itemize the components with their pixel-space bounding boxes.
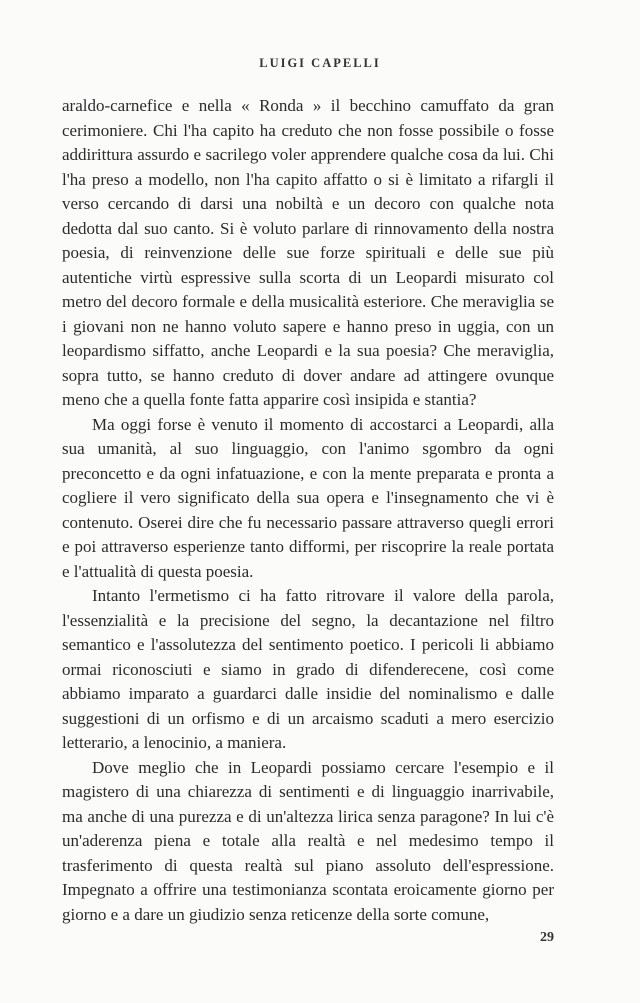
running-header: LUIGI CAPELLI [259, 56, 381, 70]
page-number: 29 [540, 930, 554, 945]
paragraph-2: Ma oggi forse è venuto il momento di accostarci a Leopardi, alla sua umanità, al suo linguaggio, con l'animo sgombro da ogni preconcetto e da ogni infatuazione, e con la mente preparata e pronta a cogliere il vero significato della sua opera e l'insegnamento che vi è contenuto. Oserei dire che fu necessario passare attraverso quegli errori e poi attraverso esperienze tanto difformi, per riscoprire la reale portata e l'attualità di questa poesia. [62, 414, 554, 581]
body-text [62, 94, 554, 927]
paragraph-1: araldo-carnefice e nella « Ronda » il becchino camuffato da gran cerimoniere. Chi l'ha capito ha creduto che non fosse possibile o fosse addirittura assurdo e sacrilego voler apprendere qualche cosa da lui. Chi l'ha preso a modello, non l'ha capito affatto o si è limitato a rifargli il verso cercando di darsi una nobiltà e un decoro con qualche nota dedotta dal suo canto. Si è voluto parlare di rinnovamento della nostra poesia, di reinvenzione delle sue forze spirituali e delle sue più autentiche virtù espressive sulla scorta di un Leopardi misurato col metro del decoro formale e della musicalità esteriore. Che meraviglia se i giovani non ne hanno voluto sapere e hanno preso in uggia, con un leopardismo siffatto, anche Leopardi e la sua poesia? Che meraviglia, sopra tutto, se hanno creduto di dover andare ad attingere ovunque meno che a quella fonte fatta apparire così insipida e stantia? [62, 96, 554, 409]
paragraph-3: Intanto l'ermetismo ci ha fatto ritrovare il valore della parola, l'essenzialità e la precisione del segno, la decantazione nel filtro semantico e l'assolutezza del sentimento poetico. I pericoli li abbiamo ormai riconosciuti e siamo in grado di difenderecene, così come abbiamo imparato a guardarci dalle insidie del nominalismo e dalle suggestioni di un orfismo e di un arcaismo scaduti a mero esercizio letterario, a lenocinio, a maniera. [62, 586, 554, 752]
paragraph-4: Dove meglio che in Leopardi possiamo cercare l'esempio e il magistero di una chiarezza di sentimenti e di linguaggio inarrivabile, ma anche di una purezza e di un'altezza lirica senza paragone? In lui c'è un'aderenza piena e totale alla realtà e nel medesimo tempo il trasferimento di questa realtà sul piano assoluto dell'espressione. Impegnato a offrire una testimonianza scontata eroicamente giorno per giorno e a dare un giudizio senza reticenze della sorte comune, [62, 757, 554, 924]
